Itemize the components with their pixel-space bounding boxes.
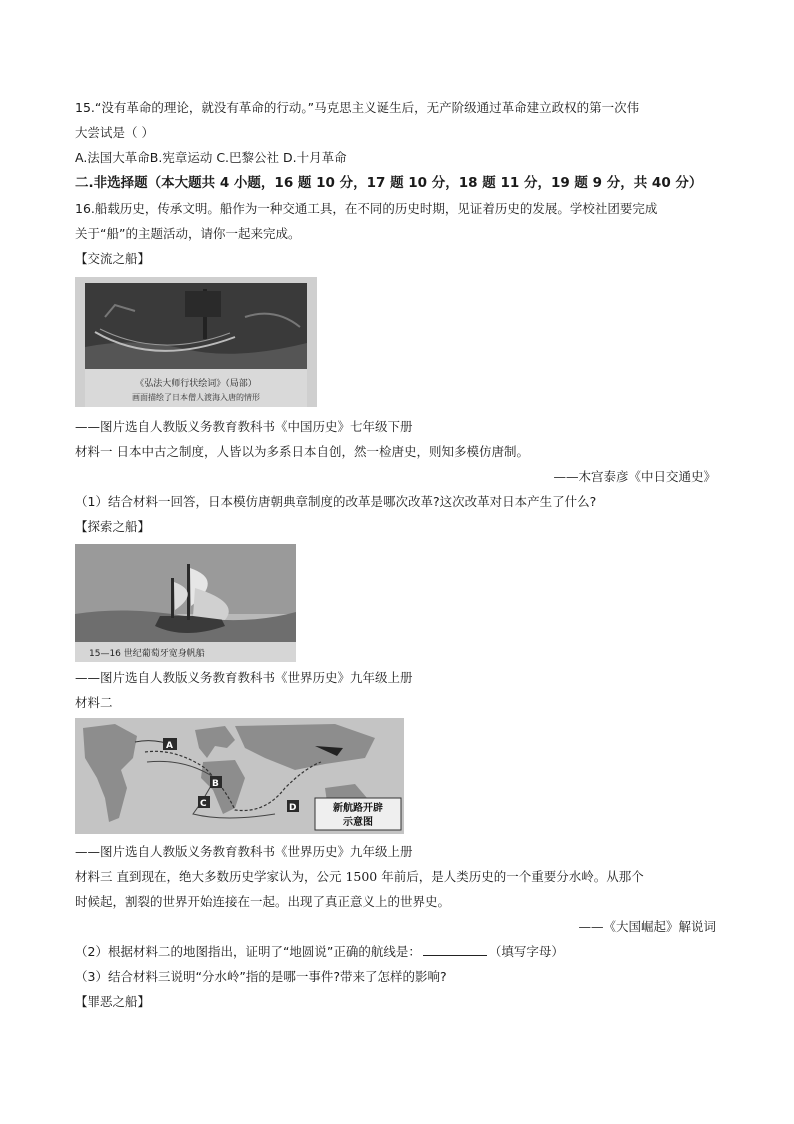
- answer-blank[interactable]: [423, 943, 487, 956]
- question-2: [75, 943, 564, 961]
- question-3: （3）结合材料三说明“分水岭”指的是哪一事件?带来了怎样的影响?: [75, 969, 447, 984]
- image1-caption-desc: 画面描绘了日本僧人渡海入唐的情形: [132, 393, 260, 402]
- block-title-explore: 【探索之船】: [75, 519, 151, 534]
- world-map-illustration: [75, 718, 404, 834]
- q15-options: A.法国大革命B.宪章运动 C.巴黎公社 D.十月革命: [75, 150, 347, 165]
- ship-painting-illustration: [75, 277, 317, 407]
- q16-intro-line1: 16.船载历史，传承文明。船作为一种交通工具，在不同的历史时期，见证着历史的发展。学校社团要完成: [75, 201, 658, 216]
- map-title-line2: 示意图: [343, 817, 373, 828]
- image-portuguese-caravel: [75, 544, 296, 662]
- image3-source: ——图片选自人教版义务教育教科书《世界历史》九年级上册: [75, 844, 413, 859]
- question2-hint: （填写字母）: [488, 944, 564, 959]
- image-kobo-daishi-ship: [75, 277, 317, 407]
- material1-source: ——木宫泰彦《中日交通史》: [553, 469, 716, 484]
- map-label-b: B: [212, 779, 219, 789]
- image1-caption-title: 《弘法大师行状绘词》（局部）: [135, 379, 257, 389]
- image2-source: ——图片选自人教版义务教育教科书《世界历史》九年级上册: [75, 670, 413, 685]
- map-label-a: A: [166, 741, 173, 751]
- block-title-exchange: 【交流之船】: [75, 251, 151, 266]
- q16-intro-line2: 关于“船”的主题活动，请你一起来完成。: [75, 226, 301, 241]
- map-label-c: C: [200, 799, 207, 809]
- material3-line1: 材料三 直到现在，绝大多数历史学家认为，公元 1500 年前后，是人类历史的一个重要分水岭。从那个: [75, 869, 644, 884]
- section-heading: 二.非选择题（本大题共 4 小题，16 题 10 分，17 题 10 分，18 题 11 分，19 题 9 分，共 40 分）: [75, 175, 703, 191]
- question2-text: （2）根据材料二的地图指出，证明了“地圆说”正确的航线是：: [75, 944, 421, 959]
- block-title-sin: 【罪恶之船】: [75, 994, 151, 1009]
- map-title-line1: 新航路开辟: [333, 803, 383, 814]
- q15-stem-line1: 15.“没有革命的理论，就没有革命的行动。”马克思主义诞生后，无产阶级通过革命建立政权的第一次伟: [75, 100, 640, 115]
- image2-caption: 15—16 世纪葡萄牙宽身帆船: [89, 649, 205, 659]
- material3-line2: 时候起，割裂的世界开始连接在一起。出现了真正意义上的世界史。: [75, 894, 451, 909]
- caravel-illustration: [75, 544, 296, 662]
- material3-source: ——《大国崛起》解说词: [578, 919, 716, 934]
- map-new-sea-routes: [75, 718, 404, 834]
- q15-stem-line2: 大尝试是（ ）: [75, 125, 154, 140]
- material2-label: 材料二: [75, 695, 113, 710]
- material1-text: 材料一 日本中古之制度，人皆以为多系日本自创，然一检唐史，则知多模仿唐制。: [75, 444, 529, 459]
- question-1: （1）结合材料一回答，日本模仿唐朝典章制度的改革是哪次改革?这次改革对日本产生了什么?: [75, 494, 597, 509]
- image1-source: ——图片选自人教版义务教育教科书《中国历史》七年级下册: [75, 419, 413, 434]
- map-label-d: D: [289, 803, 297, 813]
